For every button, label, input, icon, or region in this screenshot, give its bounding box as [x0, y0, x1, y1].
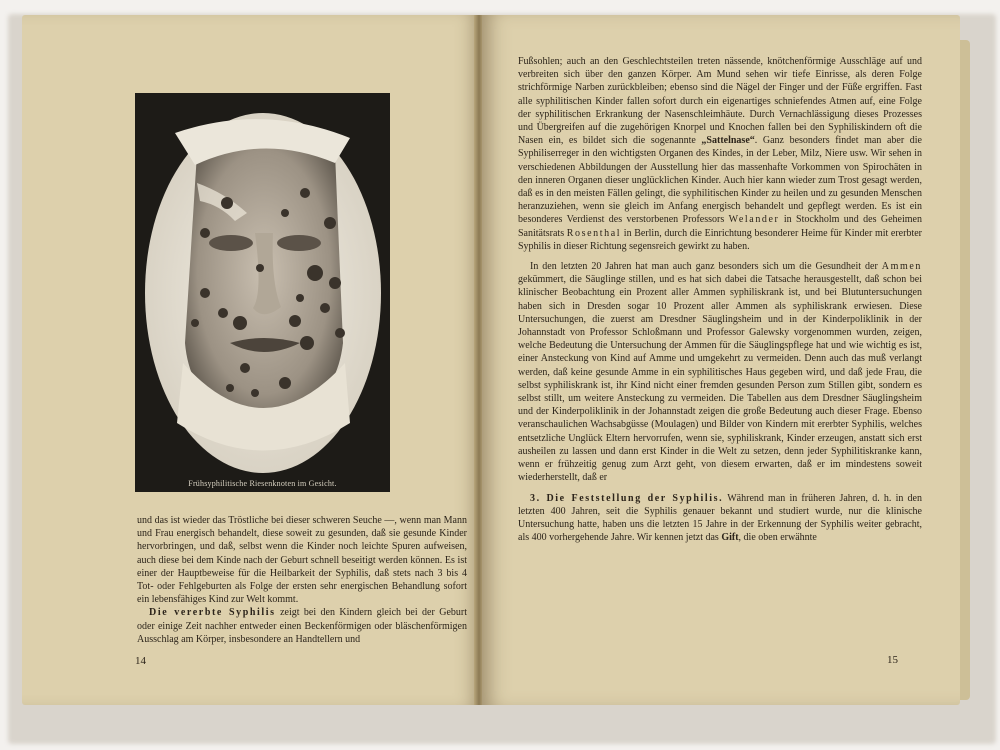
- paragraph: [518, 492, 922, 545]
- paragraph: und das ist wieder das Tröstliche bei dieser schweren Seuche —, wenn man Mann und Frau energisch behandelt, diese soweit zu gesunden, daß sie gesunde Kinder hervorbringen, und daß, selbst wenn die Kinder noch leichte Spuren aufweisen, auch diese bei dem Kinde nach der Geburt schnell beseitigt werden können. Es ist einer der Hauptbeweise für die Heilbarkeit der Syphilis, daß stets nach 3 bis 4 Tot- oder Fehlgeburten als Folge der ersten sehr energischen Behandlung sofort ein lebensfähiges Kind zur Welt kommt.: [137, 515, 467, 606]
- text-run: in Berlin, durch die Einrichtung besonderer Heime für Kinder mit ererbter Syphilis in dieser Richtung segensreich gewirkt zu haben.: [518, 227, 923, 252]
- figure-caption: Frühsyphilitische Riesenknoten im Gesicht.: [188, 479, 337, 488]
- bold-term: Gift: [721, 532, 739, 544]
- page-number: 14: [135, 655, 146, 667]
- paragraph-body: zeigt bei den Kindern gleich bei der Geburt oder einige Zeit nachher entweder einen Beckenförmigen oder bläschenförmigen Ausschlag am Körper, insbesondere an Handtellern und: [137, 607, 467, 645]
- right-page-text: [518, 55, 922, 544]
- text-run: , die oben erwähnte: [738, 532, 817, 544]
- text-run: in Stockholm und des Geheimen Sanitätsrats: [518, 214, 922, 239]
- text-run: . Ganz besonders findet man aber die Syphiliserreger in den wichtigsten Organen des Kindes, in der Leber, Milz, Niere usw. Wir sehen in verschiedenen Abbildungen der Ausstellung hier das massenhafte Vorkommen von Spirochäten in den inneren Organen dieser unglücklichen Kinder. Auch hier kann wieder zum Trost gesagt werden, daß es in den meisten Fällen gelingt, die syphilitischen Kinder zu heilen und zu gesunden Menschen heranzuziehen, wenn sie gleich im Anfang energisch behandelt und gepflegt werden. Es ist ein besonderes Verdienst des verstorbenen Professors: [518, 135, 922, 226]
- text-run: In den letzten 20 Jahren hat man auch ganz besonders sich um die Gesundheit der: [530, 261, 882, 273]
- paragraph: [137, 606, 467, 646]
- spaced-name: Welander: [728, 214, 780, 226]
- face-mask-image: [135, 93, 390, 492]
- left-page-text: [137, 514, 467, 646]
- spaced-name: Rosenthal: [566, 227, 622, 239]
- page-number: 15: [887, 654, 898, 666]
- spaced-term: Ammen: [881, 261, 922, 273]
- section-heading: 3. Die Feststellung der Syphilis.: [530, 492, 724, 504]
- paragraph: [518, 55, 922, 253]
- text-run: Während man in früheren Jahren, d. h. in den letzten 400 Jahren, seit die Syphilis genauer bekannt und studiert wurde, nur die klinische Untersuchung hatte, haben uns die letzten 15 Jahre in der Erkennung der Syphilis weiter gebracht, als 400 vorhergehende Jahre. Wir kennen jetzt das: [518, 492, 922, 544]
- text-run: Fußsohlen; auch an den Geschlechtsteilen treten nässende, knötchenförmige Ausschläge auf und verbreiten sich über den ganzen Körper. Am Mund sehen wir tiefe Einrisse, als deren Folge strichförmige Narben zurückbleiben; ebenso sind die Nägel der Finger und der Füße ergriffen. Fast alle syphilitischen Kinder fallen sofort durch ein eigenartiges schniefendes Atmen auf, eine Folge der syphilitischen Erkrankung der Nasenschleimhäute. Durch Vernachlässigung dieses Prozesses und Übergreifen auf die zugehörigen Knorpel und Knochen fallen bei den Syphiliskindern oft die Nasen ein, es bildet sich die sogenannte: [518, 56, 922, 147]
- paragraph: [518, 260, 922, 484]
- text-run: gekümmert, die Säuglinge stillen, und es hat sich dabei die Tatsache herausgestellt, daß schon bei klinischer Beobachtung ein Prozent aller Ammen syphiliskrank ist, und bei Blutuntersuchungen haben sich in Dresden sogar 10 Prozent aller Ammen als syphiliskrank erwiesen. Diese Untersuchungen, die zuerst am Dresdner Säuglingsheim und in der Kinderpoliklinik in der Johannstadt von Professor Schloßmann und Professor Galewsky vorgenommen wurden, zeigen, welche Bedeutung die Untersuchung der Ammen für die Säuglingspflege hat und wie wichtig es ist, einer Ansteckung von Kind auf Amme und umgekehrt zu vermeiden. Denn auch das muß verlangt werden, daß keine gesunde Amme in ein syphilitisches Haus gegeben wird, und daß jede Frau, die selbst syphiliskrank ist, ihr Kind nicht einer fremden gesunden Person zum Stillen gibt, sondern es selbst stillt, um weitere Ansteckung zu vermeiden. Die Tabellen aus dem Dresdner Säuglingsheim und der Kinderpoliklinik in der Johannstadt zeigen die große Bedeutung auch dieser Frage. Ebenso veranschaulichen Wachsabgüsse (Moulagen) und Bilder von Kindern mit ererbter Syphilis, welches entsetzliche Unglück Eltern hervorrufen, wenn sie, syphiliskrank, Kinder erzeugen, anstatt sich erst ausheilen zu lassen und dann erst Kinder in die Welt zu setzen, denn jeder Syphilitiskranke kann, wenn er frühzeitig genug zum Arzt geht, von diesem erwarten, daß er im mindestens soweit wiederherstellt, daß er: [518, 274, 922, 484]
- bold-term: „Sattelnase“: [701, 135, 755, 147]
- left-page: [22, 15, 478, 705]
- figure-photo: [135, 93, 390, 492]
- right-page: [482, 15, 960, 705]
- bold-lead: Die vererbte Syphilis: [149, 607, 276, 619]
